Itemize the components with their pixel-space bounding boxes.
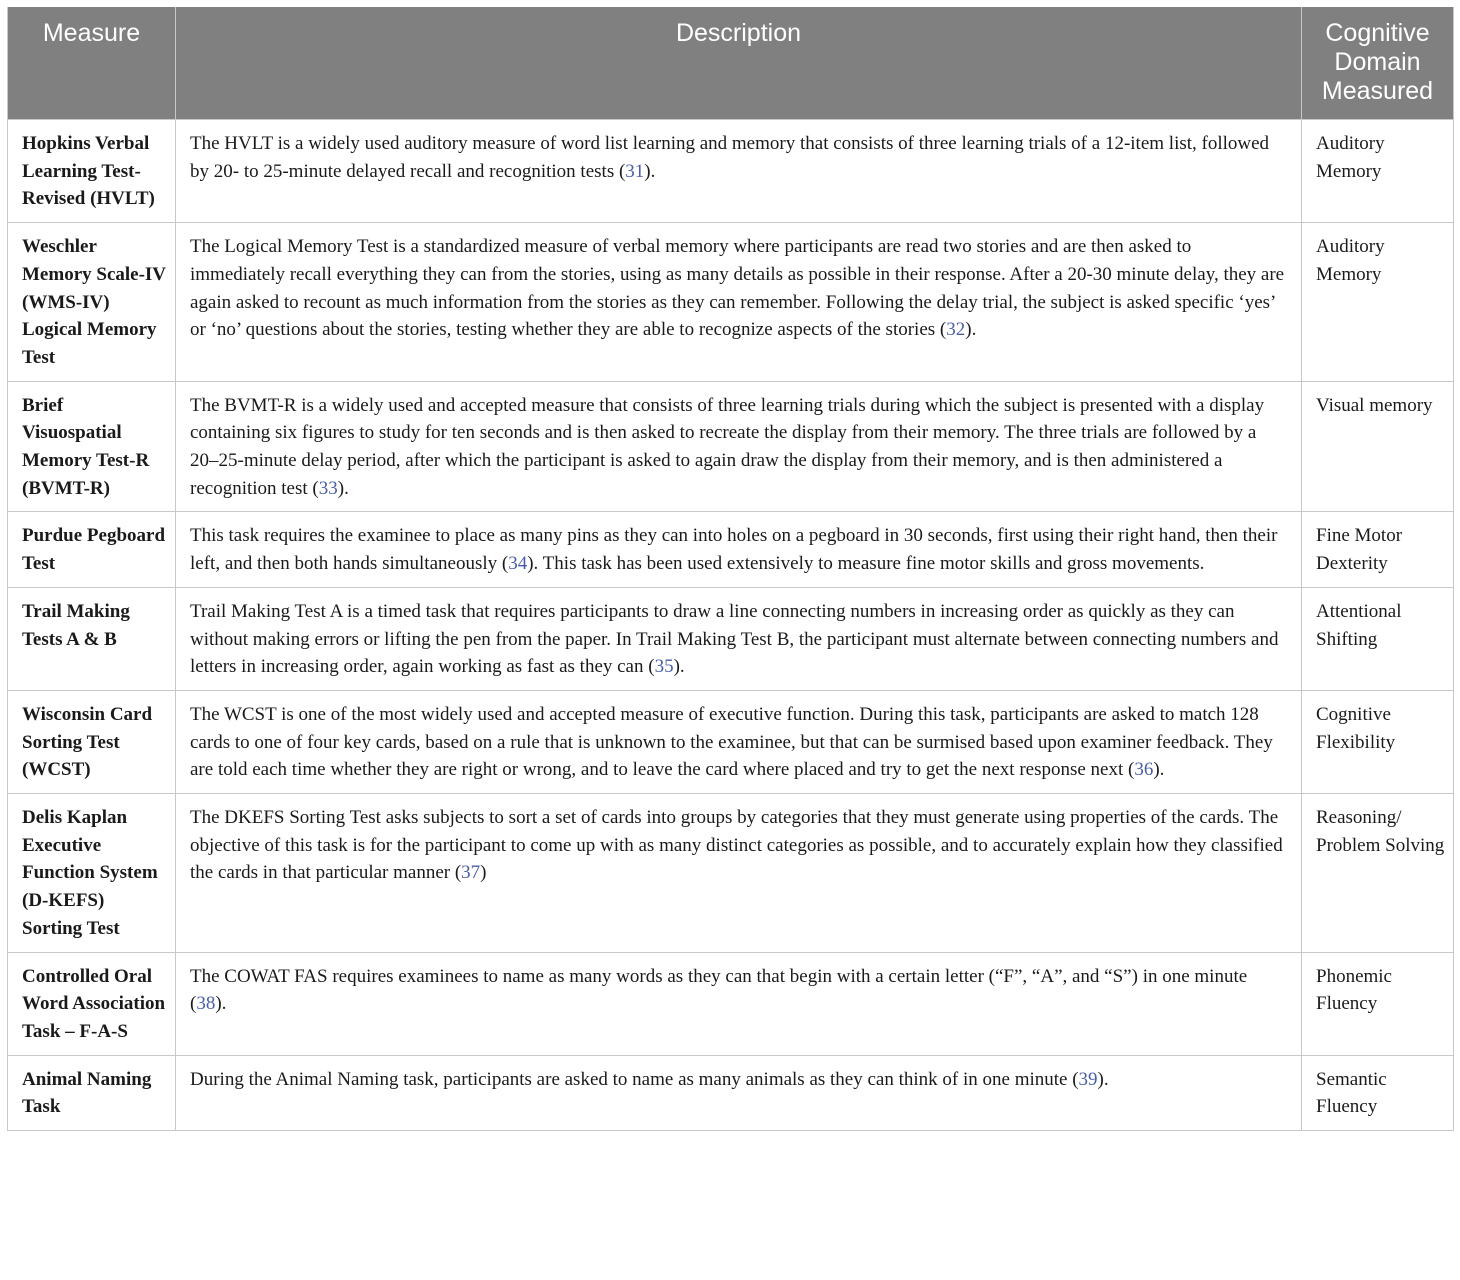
table-row [8,794,1454,953]
description-text-end: ). [965,319,977,341]
domain-cell: Attentional Shifting [1302,587,1454,690]
description-text: The WCST is one of the most widely used and accepted measure of executive function. During this task, participants are asked to match 128 cards to one of four key cards, based on a rule that is unknown to the examinee, but that can be surmised based upon examiner feedback. They are told each time whether they are right or wrong, and to leave the card where placed and try to get the next response next ( [190,703,1273,781]
description-cell [176,1055,1302,1130]
domain-cell: Semantic Fluency [1302,1055,1454,1130]
measure-cell: Controlled Oral Word Association Task – F-A-S [8,952,176,1055]
measure-cell: Animal Naming Task [8,1055,176,1130]
description-cell [176,381,1302,512]
reference-link[interactable]: 33 [318,477,338,499]
reference-link[interactable]: 31 [625,160,645,182]
reference-link[interactable]: 38 [196,993,216,1015]
table-row [8,587,1454,690]
reference-link[interactable]: 36 [1134,759,1154,781]
description-text-end: ). This task has been used extensively to measure fine motor skills and gross movements. [527,553,1205,575]
table-row [8,381,1454,512]
description-text: The HVLT is a widely used auditory measure of word list learning and memory that consists of three learning trials of a 12-item list, followed by 20- to 25-minute delayed recall and recognition tests ( [190,133,1270,182]
domain-cell: Phonemic Fluency [1302,952,1454,1055]
description-text: The Logical Memory Test is a standardized measure of verbal memory where participants are read two stories and are then asked to immediately recall everything they can from the stories, using as many details as possible in their response. After a 20-30 minute delay, they are again asked to recount as much information from the stories as they can remember. Following the delay trial, the subject is asked specific ‘yes’ or ‘no’ questions about the stories, testing whether they are able to recognize aspects of the stories ( [190,236,1285,341]
measure-cell: Brief Visuospatial Memory Test-R (BVMT-R) [8,381,176,512]
header-cognitive-domain: Cognitive Domain Measured [1302,7,1454,120]
domain-cell: Cognitive Flexibility [1302,690,1454,793]
description-cell [176,794,1302,953]
description-text: The DKEFS Sorting Test asks subjects to sort a set of cards into groups by categories that they must generate using properties of the cards. The objective of this task is for the participant to come up with as many distinct categories as possible, and to accurately explain how they classified the cards in that particular manner ( [190,807,1283,884]
description-cell [176,223,1302,382]
description-text-end: ) [480,862,487,884]
reference-link[interactable]: 37 [461,862,481,884]
description-text-end: ). [1153,759,1165,781]
table-row [8,512,1454,587]
reference-link[interactable]: 34 [508,553,528,575]
description-text-end: ). [1097,1068,1109,1090]
header-measure: Measure [8,7,176,120]
domain-cell: Visual memory [1302,381,1454,512]
measures-table [7,7,1454,1131]
table-row [8,690,1454,793]
measure-cell: Hopkins Verbal Learning Test-Revised (HVLT) [8,120,176,223]
description-text-end: ). [215,993,227,1015]
description-cell [176,690,1302,793]
table-row [8,1055,1454,1130]
measure-cell: Purdue Pegboard Test [8,512,176,587]
description-text: This task requires the examinee to place as many pins as they can into holes on a pegboard in 30 seconds, first using their right hand, then their left, and then both hands simultaneously ( [190,525,1278,575]
description-cell [176,120,1302,223]
description-text: Trail Making Test A is a timed task that requires participants to draw a line connecting numbers in increasing order as quickly as they can without making errors or lifting the pen from the paper. In Trail Making Test B, the participant must alternate between connecting numbers and letters in increasing order, again working as fast as they can ( [190,600,1279,678]
description-text: During the Animal Naming task, participants are asked to name as many animals as they can think of in one minute ( [190,1068,1079,1090]
reference-link[interactable]: 35 [654,656,674,678]
description-text-end: ). [644,160,656,182]
table-row [8,952,1454,1055]
measure-cell: Delis Kaplan Executive Function System (D-KEFS) Sorting Test [8,794,176,953]
description-text: The BVMT-R is a widely used and accepted measure that consists of three learning trials during which the subject is presented with a display containing six figures to study for ten seconds and is then asked to recreate the display from their memory. The three trials are followed by a 20–25-minute delay period, after which the participant is asked to again draw the display from their memory, and is then administered a recognition test ( [190,394,1265,499]
description-cell [176,587,1302,690]
reference-link[interactable]: 39 [1078,1068,1098,1090]
domain-cell: Fine Motor Dexterity [1302,512,1454,587]
domain-cell: Auditory Memory [1302,120,1454,223]
reference-link[interactable]: 32 [946,319,966,341]
description-text-end: ). [337,477,349,499]
description-text-end: ). [673,656,685,678]
header-description: Description [176,7,1302,120]
header-row [8,7,1454,120]
domain-cell: Auditory Memory [1302,223,1454,382]
description-cell [176,952,1302,1055]
measure-cell: Trail Making Tests A & B [8,587,176,690]
domain-cell: Reasoning/ Problem Solving [1302,794,1454,953]
description-text: The COWAT FAS requires examinees to name as many words as they can that begin with a certain letter (“F”, “A”, and “S”) in one minute ( [190,965,1248,1015]
measure-cell: Weschler Memory Scale-IV (WMS-IV) Logical Memory Test [8,223,176,382]
table-row [8,223,1454,382]
description-cell [176,512,1302,587]
table-row [8,120,1454,223]
measure-cell: Wisconsin Card Sorting Test (WCST) [8,690,176,793]
